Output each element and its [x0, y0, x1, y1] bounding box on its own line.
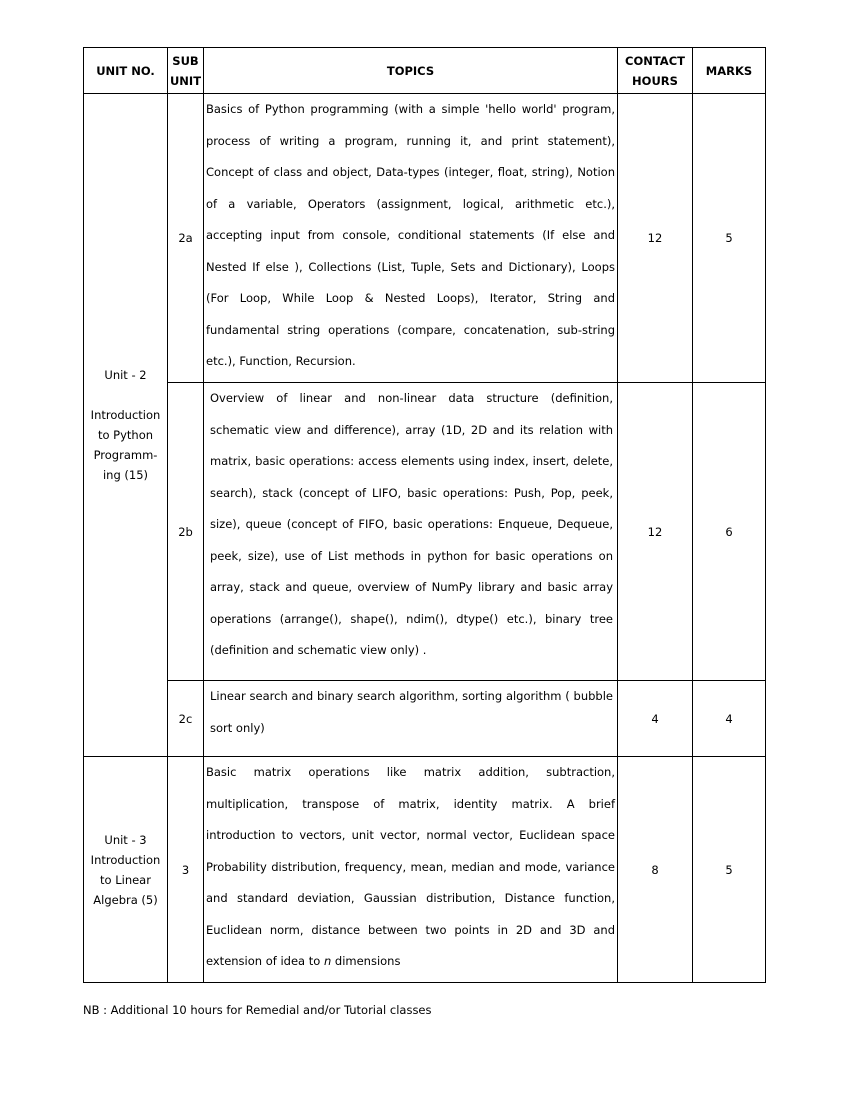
- sub-unit-header: SUB UNIT: [168, 48, 204, 94]
- table-header-row: [84, 48, 766, 94]
- sub-unit-3: 3: [168, 757, 204, 983]
- hours-2b: 12: [618, 383, 693, 681]
- footnote: NB : Additional 10 hours for Remedial and/or Tutorial classes: [83, 1003, 432, 1017]
- unit-3-title-line2: to Linear: [100, 872, 151, 887]
- marks-2a: 5: [693, 94, 766, 383]
- contact-hours-header: CONTACT HOURS: [618, 48, 693, 94]
- hours-3: 8: [618, 757, 693, 983]
- unit-3-cell: [84, 757, 168, 983]
- topics-3-part1: Basic matrix operations like matrix addition, subtraction, multiplication, transpose of matrix, identity matrix. A brief introduction to vectors, unit vector, normal vector, Euclidean space: [206, 765, 615, 842]
- table-row-2b: [84, 383, 766, 681]
- table-row-2a: [84, 94, 766, 383]
- table-row-2c: [84, 681, 766, 757]
- hours-2a: 12: [618, 94, 693, 383]
- unit-3-label: Unit - 3: [104, 832, 147, 847]
- marks-2b: 6: [693, 383, 766, 681]
- marks-header: MARKS: [693, 48, 766, 94]
- hours-2c: 4: [618, 681, 693, 757]
- unit-2-title-line4: ing (15): [102, 468, 149, 482]
- unit-2-title-line2: to Python: [97, 428, 154, 442]
- sub-unit-2b: 2b: [168, 383, 204, 681]
- unit-3-title-line3: Algebra (5): [93, 892, 158, 907]
- syllabus-table: [83, 47, 766, 983]
- marks-3: 5: [693, 757, 766, 983]
- unit-no-header: UNIT NO.: [84, 48, 168, 94]
- sub-unit-2c: 2c: [168, 681, 204, 757]
- topics-3-part2: Probability distribution, frequency, mean, median and mode, variance and standard deviation, Gaussian distribution, Distance function, Euclidean norm, distance between two points in 2D and 3D and extension of idea to: [206, 859, 615, 968]
- unit-2-label: Unit - 2: [104, 368, 147, 382]
- topics-2c: Linear search and binary search algorithm, sorting algorithm ( bubble sort only): [204, 681, 618, 757]
- unit-2-title-line3: Programm-: [93, 448, 158, 462]
- topics-2a: Basics of Python programming (with a simple 'hello world' program, process of writing a program, running it, and print statement), Concept of class and object, Data-types (integer, float, string), Notion of a variable, Operators (assignment, logical, arithmetic etc.), accepting input from console, conditional statements (If else and Nested If else ), Collections (List, Tuple, Sets and Dictionary), Loops (For Loop, While Loop & Nested Loops), Iterator, String and fundamental string operations (compare, concatenation, sub-string etc.), Function, Recursion.: [204, 94, 618, 383]
- unit-2-title-line1: Introduction: [90, 408, 161, 422]
- topics-3: [204, 757, 618, 983]
- unit-2-cell: [84, 94, 168, 757]
- topics-header: TOPICS: [204, 48, 618, 94]
- sub-unit-2a: 2a: [168, 94, 204, 383]
- marks-2c: 4: [693, 681, 766, 757]
- table-row-3: [84, 757, 766, 983]
- unit-3-title-line1: Introduction: [90, 852, 161, 867]
- topics-3-italic-n: n: [323, 954, 332, 968]
- topics-3-tail: dimensions: [331, 954, 401, 968]
- topics-2b: Overview of linear and non-linear data structure (definition, schematic view and difference), array (1D, 2D and its relation with matrix, basic operations: access elements using index, insert, delete, search), stack (concept of LIFO, basic operations: Push, Pop, peek, size), queue (concept of FIFO, basic operations: Enqueue, Dequeue, peek, size), use of List methods in python for basic operations on array, stack and queue, overview of NumPy library and basic array operations (arrange(), shape(), ndim(), dtype() etc.), binary tree (definition and schematic view only) .: [204, 383, 618, 681]
